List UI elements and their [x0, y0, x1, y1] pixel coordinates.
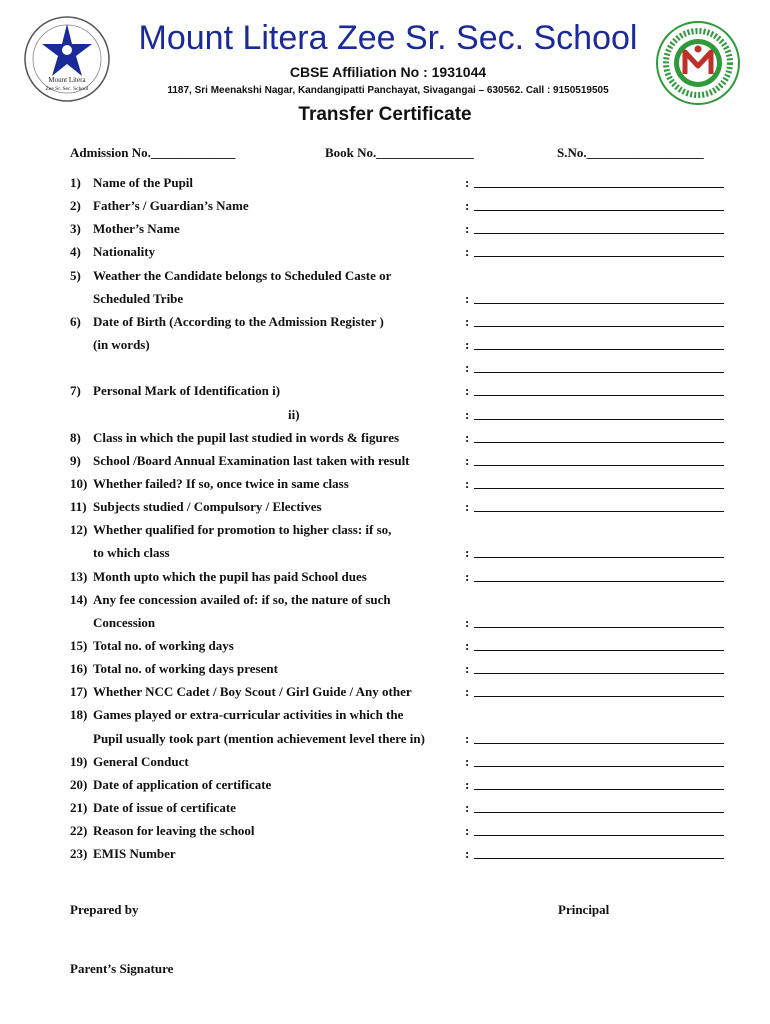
- field-colon: :: [465, 499, 470, 515]
- field-colon: :: [465, 198, 470, 214]
- field-colon: :: [465, 244, 470, 260]
- row-number: 18): [70, 707, 88, 723]
- form-row: [70, 822, 730, 842]
- blank-fill-line[interactable]: [474, 395, 724, 396]
- blank-fill-line[interactable]: [474, 858, 724, 859]
- field-colon: :: [465, 452, 470, 468]
- row-label: Class in which the pupil last studied in words & figures: [93, 429, 400, 445]
- form-row: [70, 475, 730, 495]
- form-row: [70, 382, 730, 402]
- form-row: [70, 660, 730, 680]
- field-colon: :: [465, 383, 470, 399]
- parent-signature-label: Parent’s Signature: [70, 961, 174, 976]
- form-row: [70, 845, 730, 865]
- row-number: 4): [70, 244, 81, 260]
- form-row: [70, 220, 730, 240]
- row-label: Name of the Pupil: [93, 175, 194, 190]
- form-row: [70, 243, 730, 263]
- principal-label: Principal: [558, 902, 610, 917]
- blank-fill-line[interactable]: [474, 256, 724, 257]
- field-colon: :: [465, 638, 470, 653]
- blank-fill-line[interactable]: [474, 233, 724, 234]
- form-row: [70, 544, 730, 564]
- row-label: Pupil usually took part (mention achievement level there in): [93, 730, 425, 746]
- blank-fill-line[interactable]: [474, 696, 724, 697]
- row-label: Nationality: [93, 244, 156, 260]
- row-number: 1): [70, 175, 81, 190]
- form-row: [70, 753, 730, 773]
- letterhead: [0, 0, 770, 105]
- row-number: 7): [70, 383, 81, 399]
- row-label: Date of Birth (According to the Admission Register ): [93, 313, 384, 329]
- school-name: Mount Litera Zee Sr. Sec. School: [138, 19, 638, 57]
- blank-fill-line[interactable]: [474, 581, 724, 582]
- blank-fill-line[interactable]: [474, 557, 724, 558]
- field-colon: :: [465, 429, 470, 445]
- form-row: [70, 637, 730, 657]
- row-label: Month upto which the pupil has paid School dues: [93, 568, 367, 584]
- row-number: 23): [70, 846, 88, 862]
- book-number-field: Book No._______________: [325, 145, 474, 160]
- row-sub-label: ii): [288, 406, 300, 422]
- blank-fill-line[interactable]: [474, 187, 724, 188]
- row-label: Mother’s Name: [93, 221, 180, 237]
- row-number: 22): [70, 823, 88, 839]
- row-number: 19): [70, 753, 88, 769]
- affiliation-number: CBSE Affiliation No : 1931044: [289, 64, 487, 80]
- row-number: 11): [70, 499, 87, 515]
- row-label: Concession: [93, 614, 156, 630]
- form-row: [70, 290, 730, 310]
- form-row: [70, 429, 730, 449]
- row-label: General Conduct: [93, 753, 189, 769]
- row-label: Total no. of working days: [93, 638, 234, 653]
- field-colon: :: [465, 753, 470, 769]
- row-number: 12): [70, 522, 88, 538]
- prepared-by-label: Prepared by: [70, 902, 139, 917]
- row-label: EMIS Number: [93, 846, 176, 862]
- row-label: Any fee concession availed of: if so, the nature of such: [93, 591, 391, 607]
- blank-fill-line[interactable]: [474, 789, 724, 790]
- blank-fill-line[interactable]: [474, 488, 724, 489]
- form-row: [70, 336, 730, 356]
- field-colon: :: [465, 614, 470, 630]
- svg-text:Mount Litera: Mount Litera: [48, 76, 86, 84]
- right-emblem-logo: [655, 20, 741, 106]
- form-row: [70, 359, 730, 379]
- form-row: [70, 521, 730, 541]
- row-label: to which class: [93, 545, 170, 561]
- form-row: [70, 568, 730, 588]
- row-number: 16): [70, 661, 88, 677]
- blank-fill-line[interactable]: [474, 326, 724, 327]
- row-number: 17): [70, 684, 88, 700]
- field-colon: :: [465, 475, 470, 491]
- form-row: [70, 313, 730, 333]
- form-row: [70, 706, 730, 726]
- form-row: [70, 683, 730, 703]
- svg-text:Zee Sr. Sec. School: Zee Sr. Sec. School: [45, 86, 89, 92]
- blank-fill-line[interactable]: [474, 349, 724, 350]
- row-number: 15): [70, 638, 88, 653]
- blank-fill-line[interactable]: [474, 650, 724, 651]
- blank-fill-line[interactable]: [474, 766, 724, 767]
- field-colon: :: [465, 661, 470, 677]
- form-row: [70, 174, 730, 194]
- serial-number-field: S.No.__________________: [557, 145, 704, 160]
- field-colon: :: [465, 406, 470, 422]
- blank-fill-line[interactable]: [474, 442, 724, 443]
- blank-fill-line[interactable]: [474, 210, 724, 211]
- row-number: 21): [70, 800, 88, 816]
- blank-fill-line[interactable]: [474, 511, 724, 512]
- row-label: School /Board Annual Examination last taken with result: [93, 452, 410, 468]
- field-colon: :: [465, 313, 470, 329]
- blank-fill-line[interactable]: [474, 303, 724, 304]
- field-colon: :: [465, 337, 470, 353]
- row-number: 20): [70, 776, 88, 792]
- row-label: Weather the Candidate belongs to Scheduled Caste or: [93, 267, 392, 283]
- form-row: [70, 730, 730, 750]
- row-number: 6): [70, 313, 81, 329]
- school-crest-logo: [22, 14, 112, 104]
- row-number: 8): [70, 429, 81, 445]
- form-row: [70, 267, 730, 287]
- row-number: 3): [70, 221, 81, 237]
- form-row: [70, 452, 730, 472]
- blank-fill-line[interactable]: [474, 372, 724, 373]
- form-row: [70, 776, 730, 796]
- field-colon: :: [465, 360, 470, 376]
- admission-number-field: Admission No._____________: [70, 145, 236, 160]
- blank-fill-line[interactable]: [474, 835, 724, 836]
- field-colon: :: [465, 175, 470, 190]
- blank-fill-line[interactable]: [474, 812, 724, 813]
- row-number: 2): [70, 198, 81, 214]
- field-colon: :: [465, 568, 470, 584]
- row-number: 9): [70, 452, 81, 468]
- field-colon: :: [465, 684, 470, 700]
- row-label: Subjects studied / Compulsory / Electives: [93, 499, 322, 515]
- form-row: [70, 591, 730, 611]
- row-label: Games played or extra-curricular activities in which the: [93, 707, 404, 723]
- field-colon: :: [465, 846, 470, 862]
- field-colon: :: [465, 776, 470, 792]
- blank-fill-line[interactable]: [474, 743, 724, 744]
- form-row: [70, 614, 730, 634]
- field-colon: :: [465, 823, 470, 839]
- blank-fill-line[interactable]: [474, 419, 724, 420]
- row-number: 5): [70, 267, 81, 283]
- row-number: 13): [70, 568, 88, 584]
- field-colon: :: [465, 545, 470, 561]
- form-row: [70, 799, 730, 819]
- form-row: [70, 197, 730, 217]
- row-label: Father’s / Guardian’s Name: [93, 198, 249, 214]
- form-row: [70, 498, 730, 518]
- field-colon: :: [465, 800, 470, 816]
- document-title: Transfer Certificate: [298, 104, 472, 125]
- row-label: Scheduled Tribe: [93, 290, 184, 306]
- row-label: Total no. of working days present: [93, 661, 278, 677]
- blank-fill-line[interactable]: [474, 673, 724, 674]
- row-label: Reason for leaving the school: [93, 823, 255, 839]
- field-colon: :: [465, 290, 470, 306]
- row-label: Date of issue of certificate: [93, 800, 236, 816]
- row-label: Whether NCC Cadet / Boy Scout / Girl Guide / Any other: [93, 684, 412, 700]
- row-number: 10): [70, 475, 88, 491]
- row-label: Whether failed? If so, once twice in same class: [93, 475, 349, 491]
- field-colon: :: [465, 730, 470, 746]
- blank-fill-line[interactable]: [474, 465, 724, 466]
- row-number: 14): [70, 591, 88, 607]
- row-label: Whether qualified for promotion to higher class: if so,: [93, 522, 392, 538]
- row-label: Date of application of certificate: [93, 776, 272, 792]
- form-row: [70, 406, 730, 426]
- school-address: 1187, Sri Meenakshi Nagar, Kandangipatti Panchayat, Sivagangai – 630562. Call : 9150519505: [167, 85, 609, 96]
- blank-fill-line[interactable]: [474, 627, 724, 628]
- row-label: (in words): [93, 337, 150, 353]
- field-colon: :: [465, 221, 470, 237]
- row-label: Personal Mark of Identification i): [93, 383, 281, 399]
